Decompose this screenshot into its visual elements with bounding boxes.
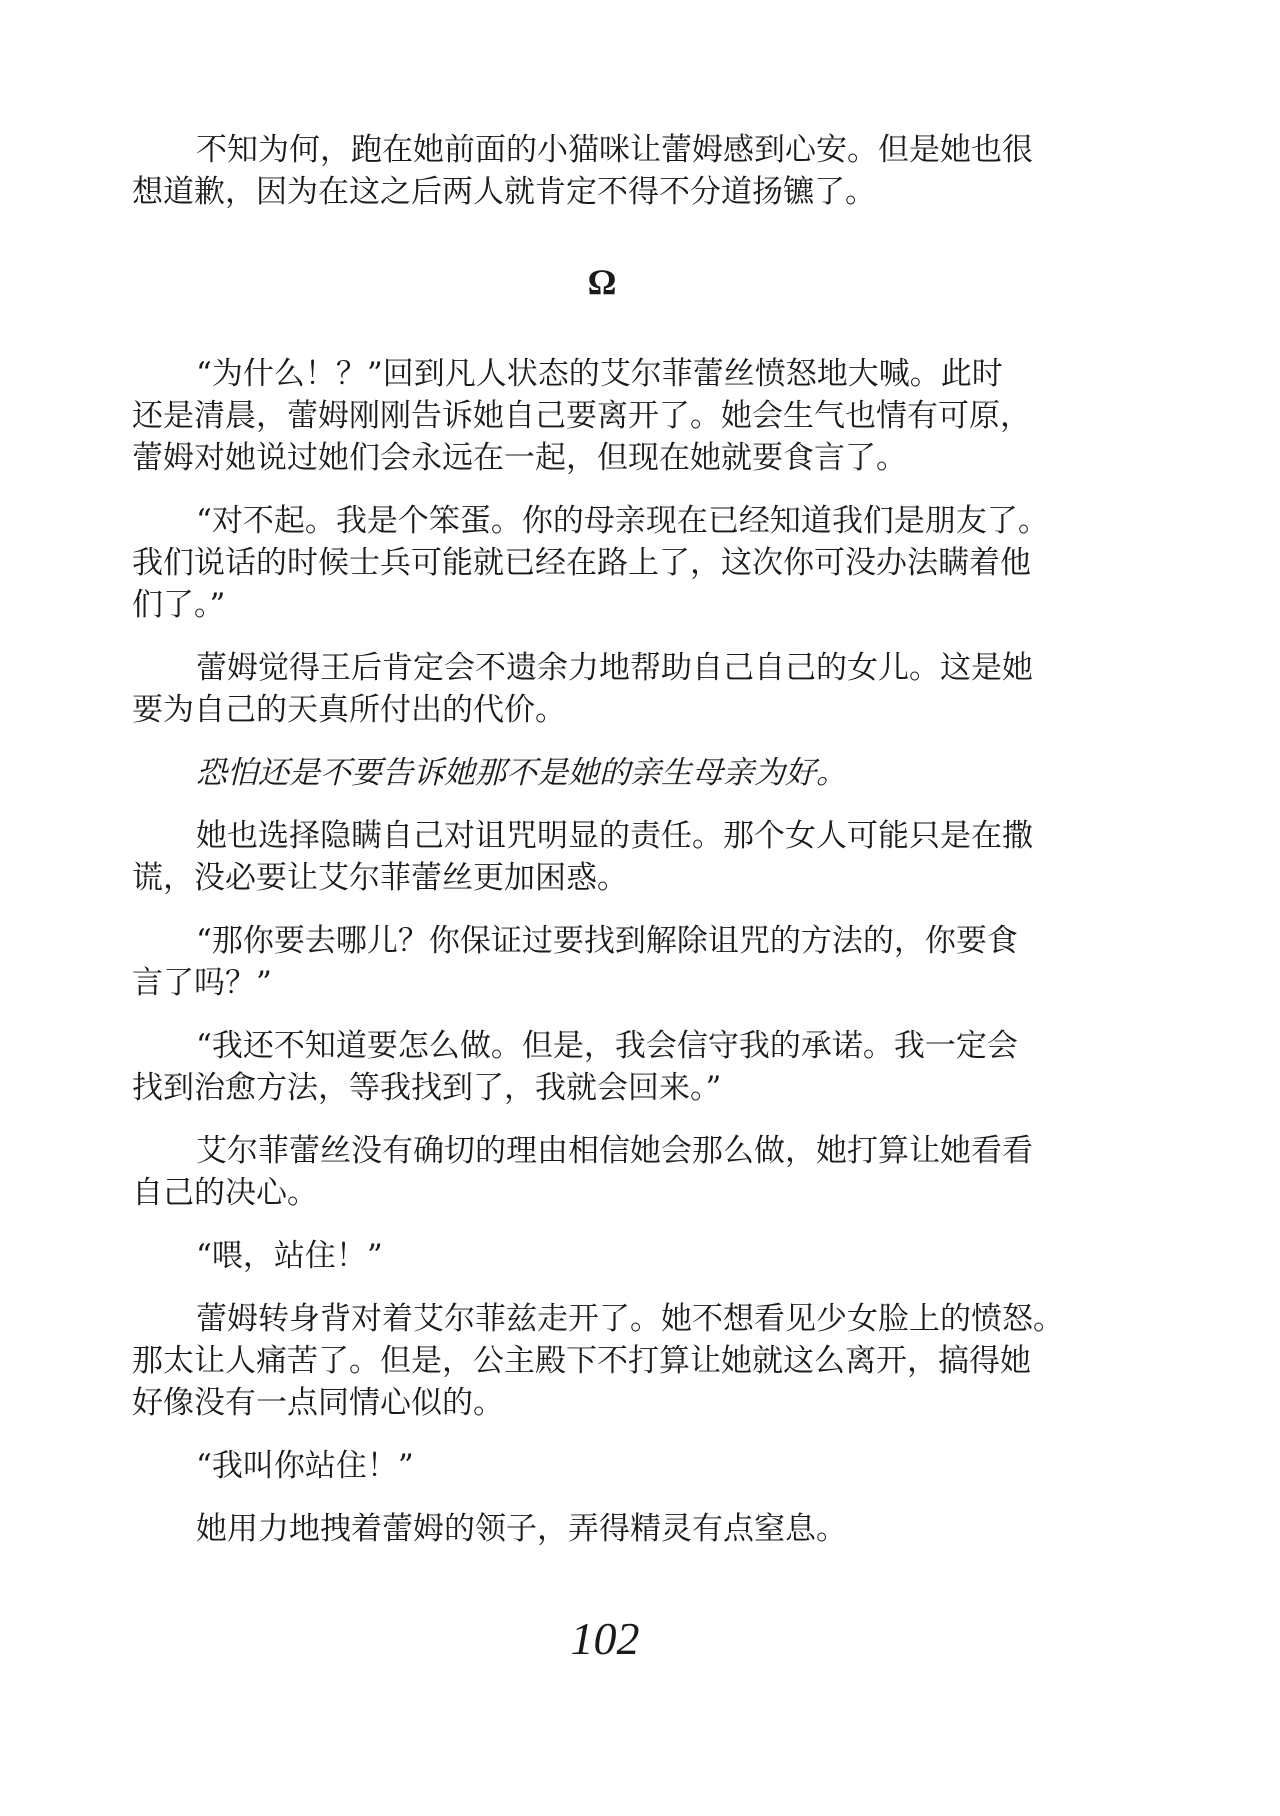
section-separator-omega: Ω <box>587 262 617 302</box>
paragraph <box>132 1235 1072 1277</box>
text-line: 自己的决心。 <box>132 1175 318 1211</box>
text-line: 找到治愈方法，等我找到了，我就会回来。” <box>132 1070 722 1106</box>
text-line: 谎，没必要让艾尔菲蕾丝更加困惑。 <box>132 860 628 896</box>
text-line: 不知为何，跑在她前面的小猫咪让蕾姆感到心安。但是她也很 <box>196 132 1033 168</box>
paragraph <box>132 815 1072 899</box>
paragraph <box>132 1508 1072 1550</box>
text-line: 蕾姆转身背对着艾尔菲兹走开了。她不想看见少女脸上的愤怒。 <box>196 1301 1064 1337</box>
text-line: 恐怕还是不要告诉她那不是她的亲生母亲为好。 <box>196 755 847 791</box>
text-line: “我叫你站住！” <box>196 1448 414 1484</box>
paragraph <box>132 353 1072 479</box>
text-line: 艾尔菲蕾丝没有确切的理由相信她会那么做，她打算让她看看 <box>196 1133 1033 1169</box>
text-line: 言了吗？” <box>132 965 272 1001</box>
page-body <box>132 129 1072 1571</box>
text-line: 我们说话的时候士兵可能就已经在路上了，这次你可没办法瞒着他 <box>132 545 1031 581</box>
text-line: 想道歉，因为在这之后两人就肯定不得不分道扬镳了。 <box>132 174 876 210</box>
text-line: 还是清晨，蕾姆刚刚告诉她自己要离开了。她会生气也情有可原， <box>132 398 1031 434</box>
text-line: “对不起。我是个笨蛋。你的母亲现在已经知道我们是朋友了。 <box>196 503 1049 539</box>
paragraph <box>132 752 1072 794</box>
paragraph <box>132 129 1072 213</box>
text-line: “喂，站住！” <box>196 1238 383 1274</box>
paragraph <box>132 1025 1072 1109</box>
text-line: “我还不知道要怎么做。但是，我会信守我的承诺。我一定会 <box>196 1028 1018 1064</box>
paragraph <box>132 647 1072 731</box>
page-number: 102 <box>570 1613 640 1664</box>
paragraph <box>132 500 1072 626</box>
text-line: “为什么！？”回到凡人状态的艾尔菲蕾丝愤怒地大喊。此时 <box>196 356 1003 392</box>
text-line: 好像没有一点同情心似的。 <box>132 1385 504 1421</box>
section-after-separator <box>132 353 1072 1550</box>
text-line: 那太让人痛苦了。但是，公主殿下不打算让她就这么离开，搞得她 <box>132 1343 1031 1379</box>
text-line: 蕾姆对她说过她们会永远在一起，但现在她就要食言了。 <box>132 440 907 476</box>
paragraph <box>132 1445 1072 1487</box>
text-line: 她用力地拽着蕾姆的领子，弄得精灵有点窒息。 <box>196 1511 847 1547</box>
section-before-separator <box>132 129 1072 213</box>
text-line: 她也选择隐瞒自己对诅咒明显的责任。那个女人可能只是在撒 <box>196 818 1033 854</box>
text-line: 们了。” <box>132 587 226 623</box>
paragraph <box>132 920 1072 1004</box>
text-line: 要为自己的天真所付出的代价。 <box>132 692 566 728</box>
text-line: “那你要去哪儿？你保证过要找到解除诅咒的方法的，你要食 <box>196 923 1018 959</box>
text-line: 蕾姆觉得王后肯定会不遗余力地帮助自己自己的女儿。这是她 <box>196 650 1033 686</box>
paragraph <box>132 1298 1072 1424</box>
paragraph <box>132 1130 1072 1214</box>
